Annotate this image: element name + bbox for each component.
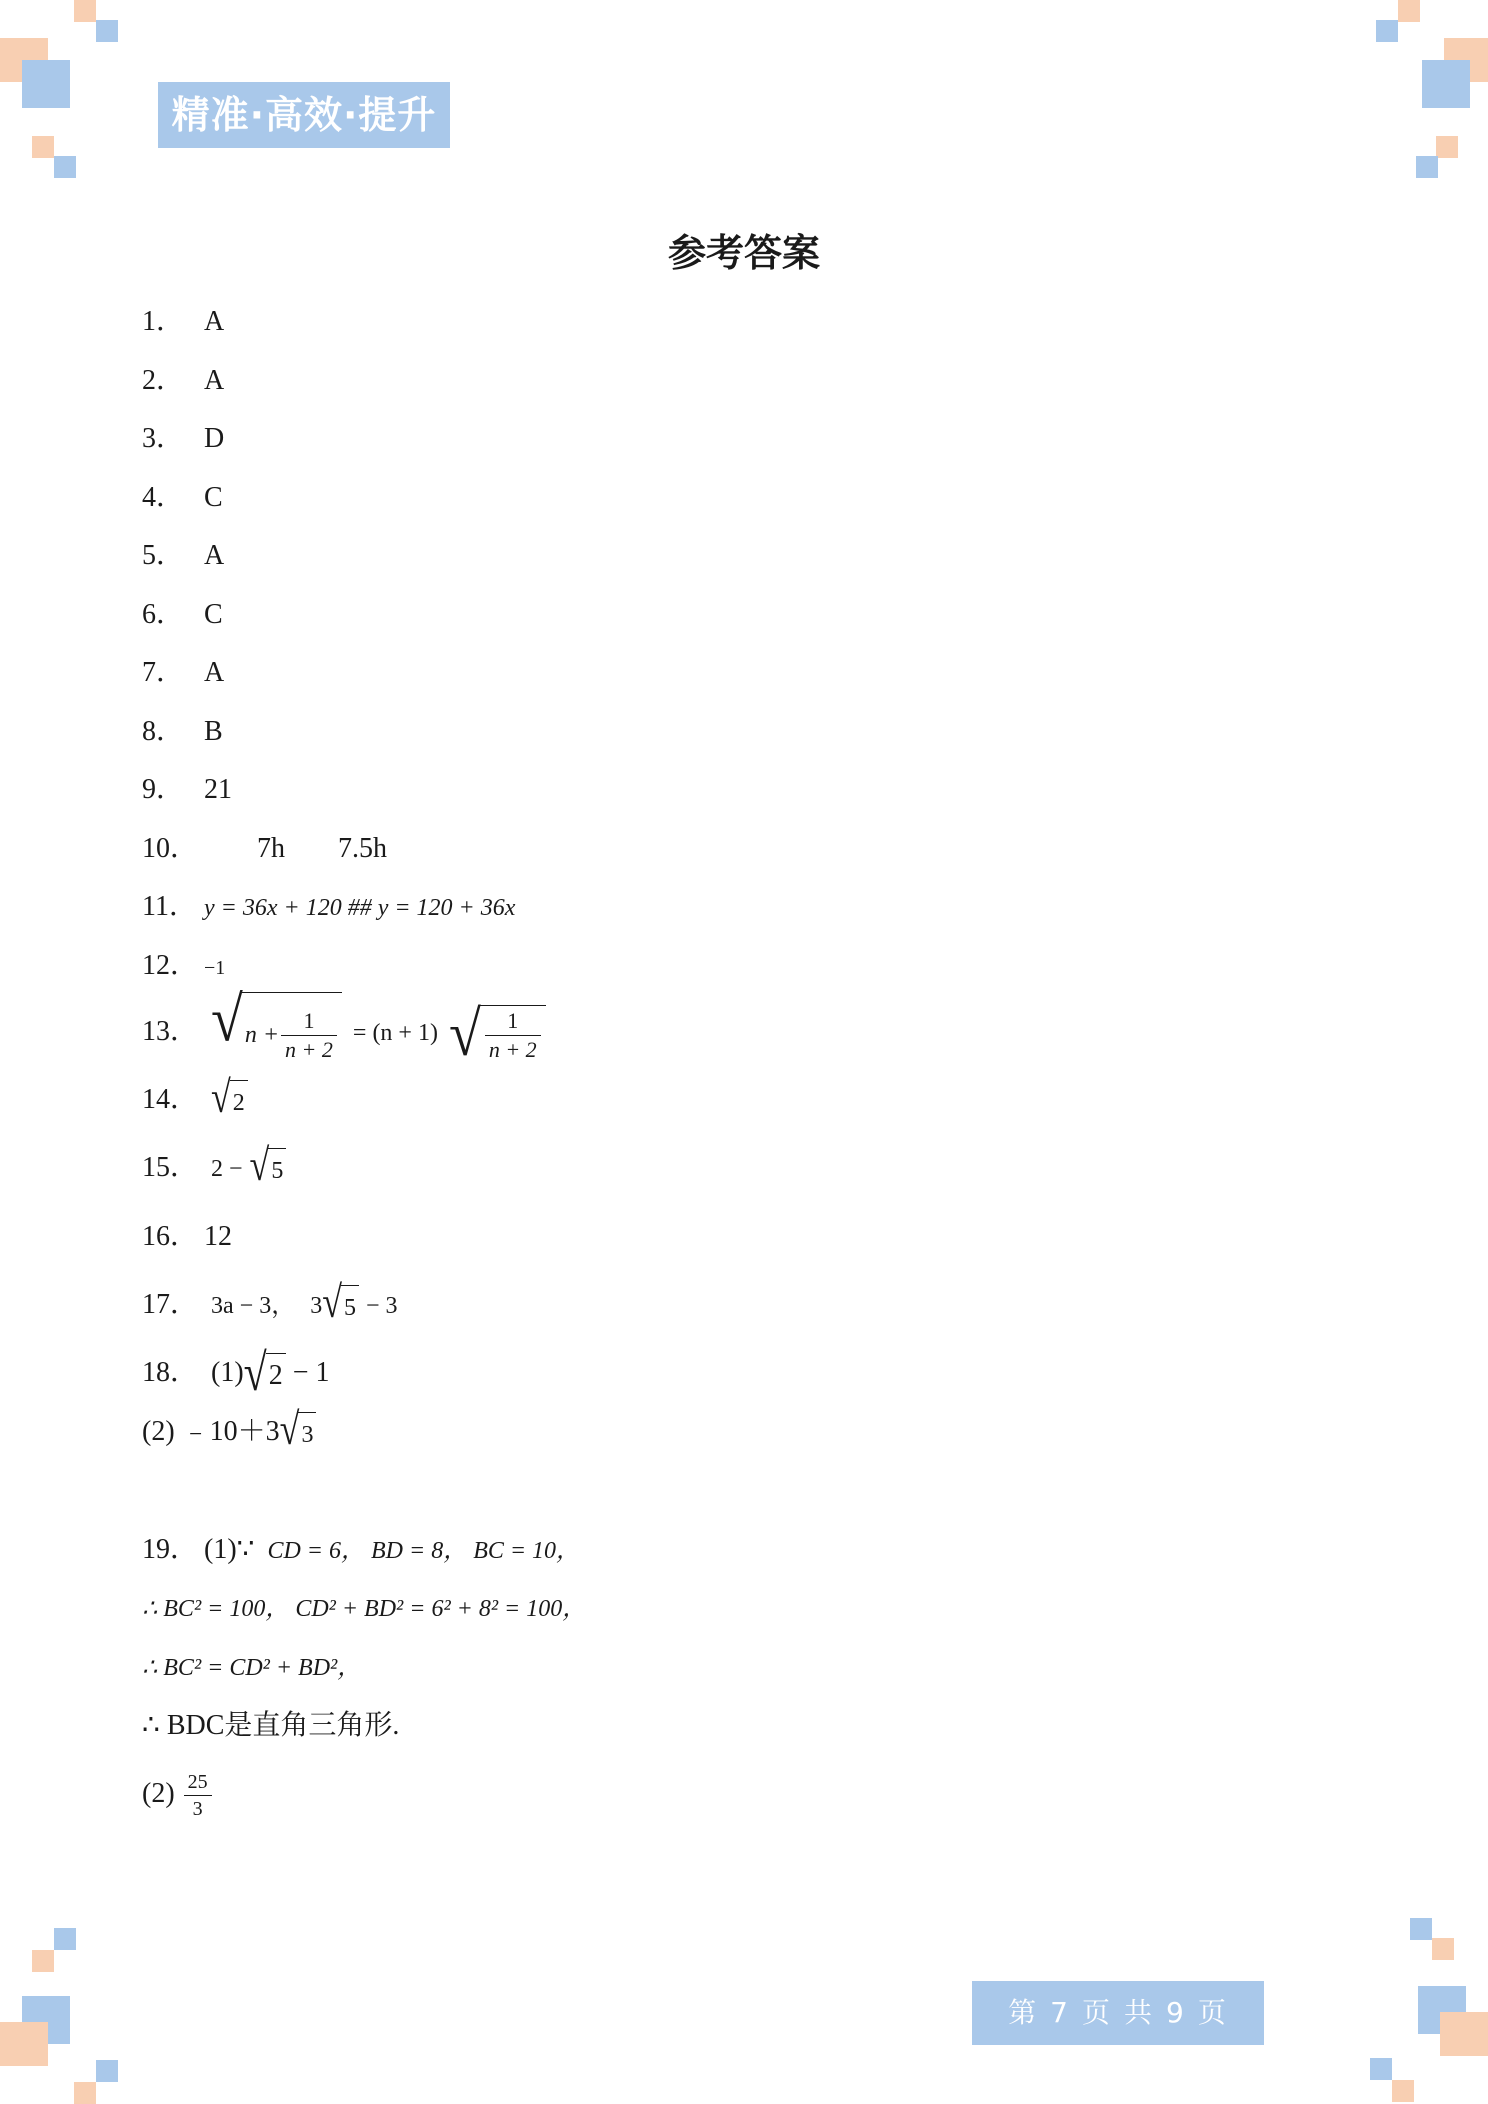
answer-1: 1． A xyxy=(142,306,225,337)
answer-3: 3． D xyxy=(142,423,225,454)
answer-16: 16． 12 xyxy=(142,1221,232,1252)
sqrt-expression: √ $\frac{1}{n + 2}$ xyxy=(449,1005,546,1063)
answer-9: 9． 21 xyxy=(142,774,232,805)
answer-19-line1: 19． (1)∵ CD = 6， BD = 8， BC = 10， xyxy=(142,1534,581,1565)
answer-13: 13． √ n + $\frac{1}{n + 2}$ = (n + 1) √ $\frac{1}{n + 2}$ xyxy=(142,992,546,1075)
answer-5: 5． A xyxy=(142,540,225,571)
answer-6: 6． C xyxy=(142,599,223,630)
answer-19-line2: ∴ BC² = 100， CD² + BD² = 6² + 8² = 100， xyxy=(142,1596,587,1622)
answer-4: 4． C xyxy=(142,482,223,513)
answer-12: 12． −1 xyxy=(142,950,226,981)
page-title: 参考答案 xyxy=(667,231,820,275)
answer-18-part2: (2) ﹣10＋3 √ 3 xyxy=(142,1412,316,1455)
current-page: 7 xyxy=(1050,1996,1070,2029)
answer-15: 15． 2 − √ 5 xyxy=(142,1148,286,1191)
sqrt-expression: √ n + $\frac{1}{n + 2}$ xyxy=(211,992,342,1075)
answer-7: 7． A xyxy=(142,657,225,688)
answer-19-line4: ∴ BDC是直角三角形. xyxy=(142,1710,400,1741)
page-indicator: 第 7 页 共 9 页 xyxy=(972,1981,1264,2045)
answer-17: 17． 3a − 3， 3 √ 5 − 3 xyxy=(142,1277,398,1328)
answer-14: 14． √ 2 xyxy=(142,1080,248,1123)
brand-banner: 精准·高效·提升 xyxy=(158,82,450,148)
answer-19-line5: (2) $\frac{25}{3}$ xyxy=(142,1766,214,1822)
total-pages: 9 xyxy=(1166,1996,1186,2029)
answer-19-line3: ∴ BC² = CD² + BD²， xyxy=(142,1655,362,1681)
answer-8: 8． B xyxy=(142,716,223,747)
answer-10: 10． 7h 7.5h xyxy=(142,833,387,864)
answer-18-part1: 18． (1) √ 2 − 1 xyxy=(142,1345,330,1403)
answer-11: 11． y = 36x + 120 ## y = 120 + 36x xyxy=(142,891,516,922)
answer-2: 2． A xyxy=(142,365,225,396)
